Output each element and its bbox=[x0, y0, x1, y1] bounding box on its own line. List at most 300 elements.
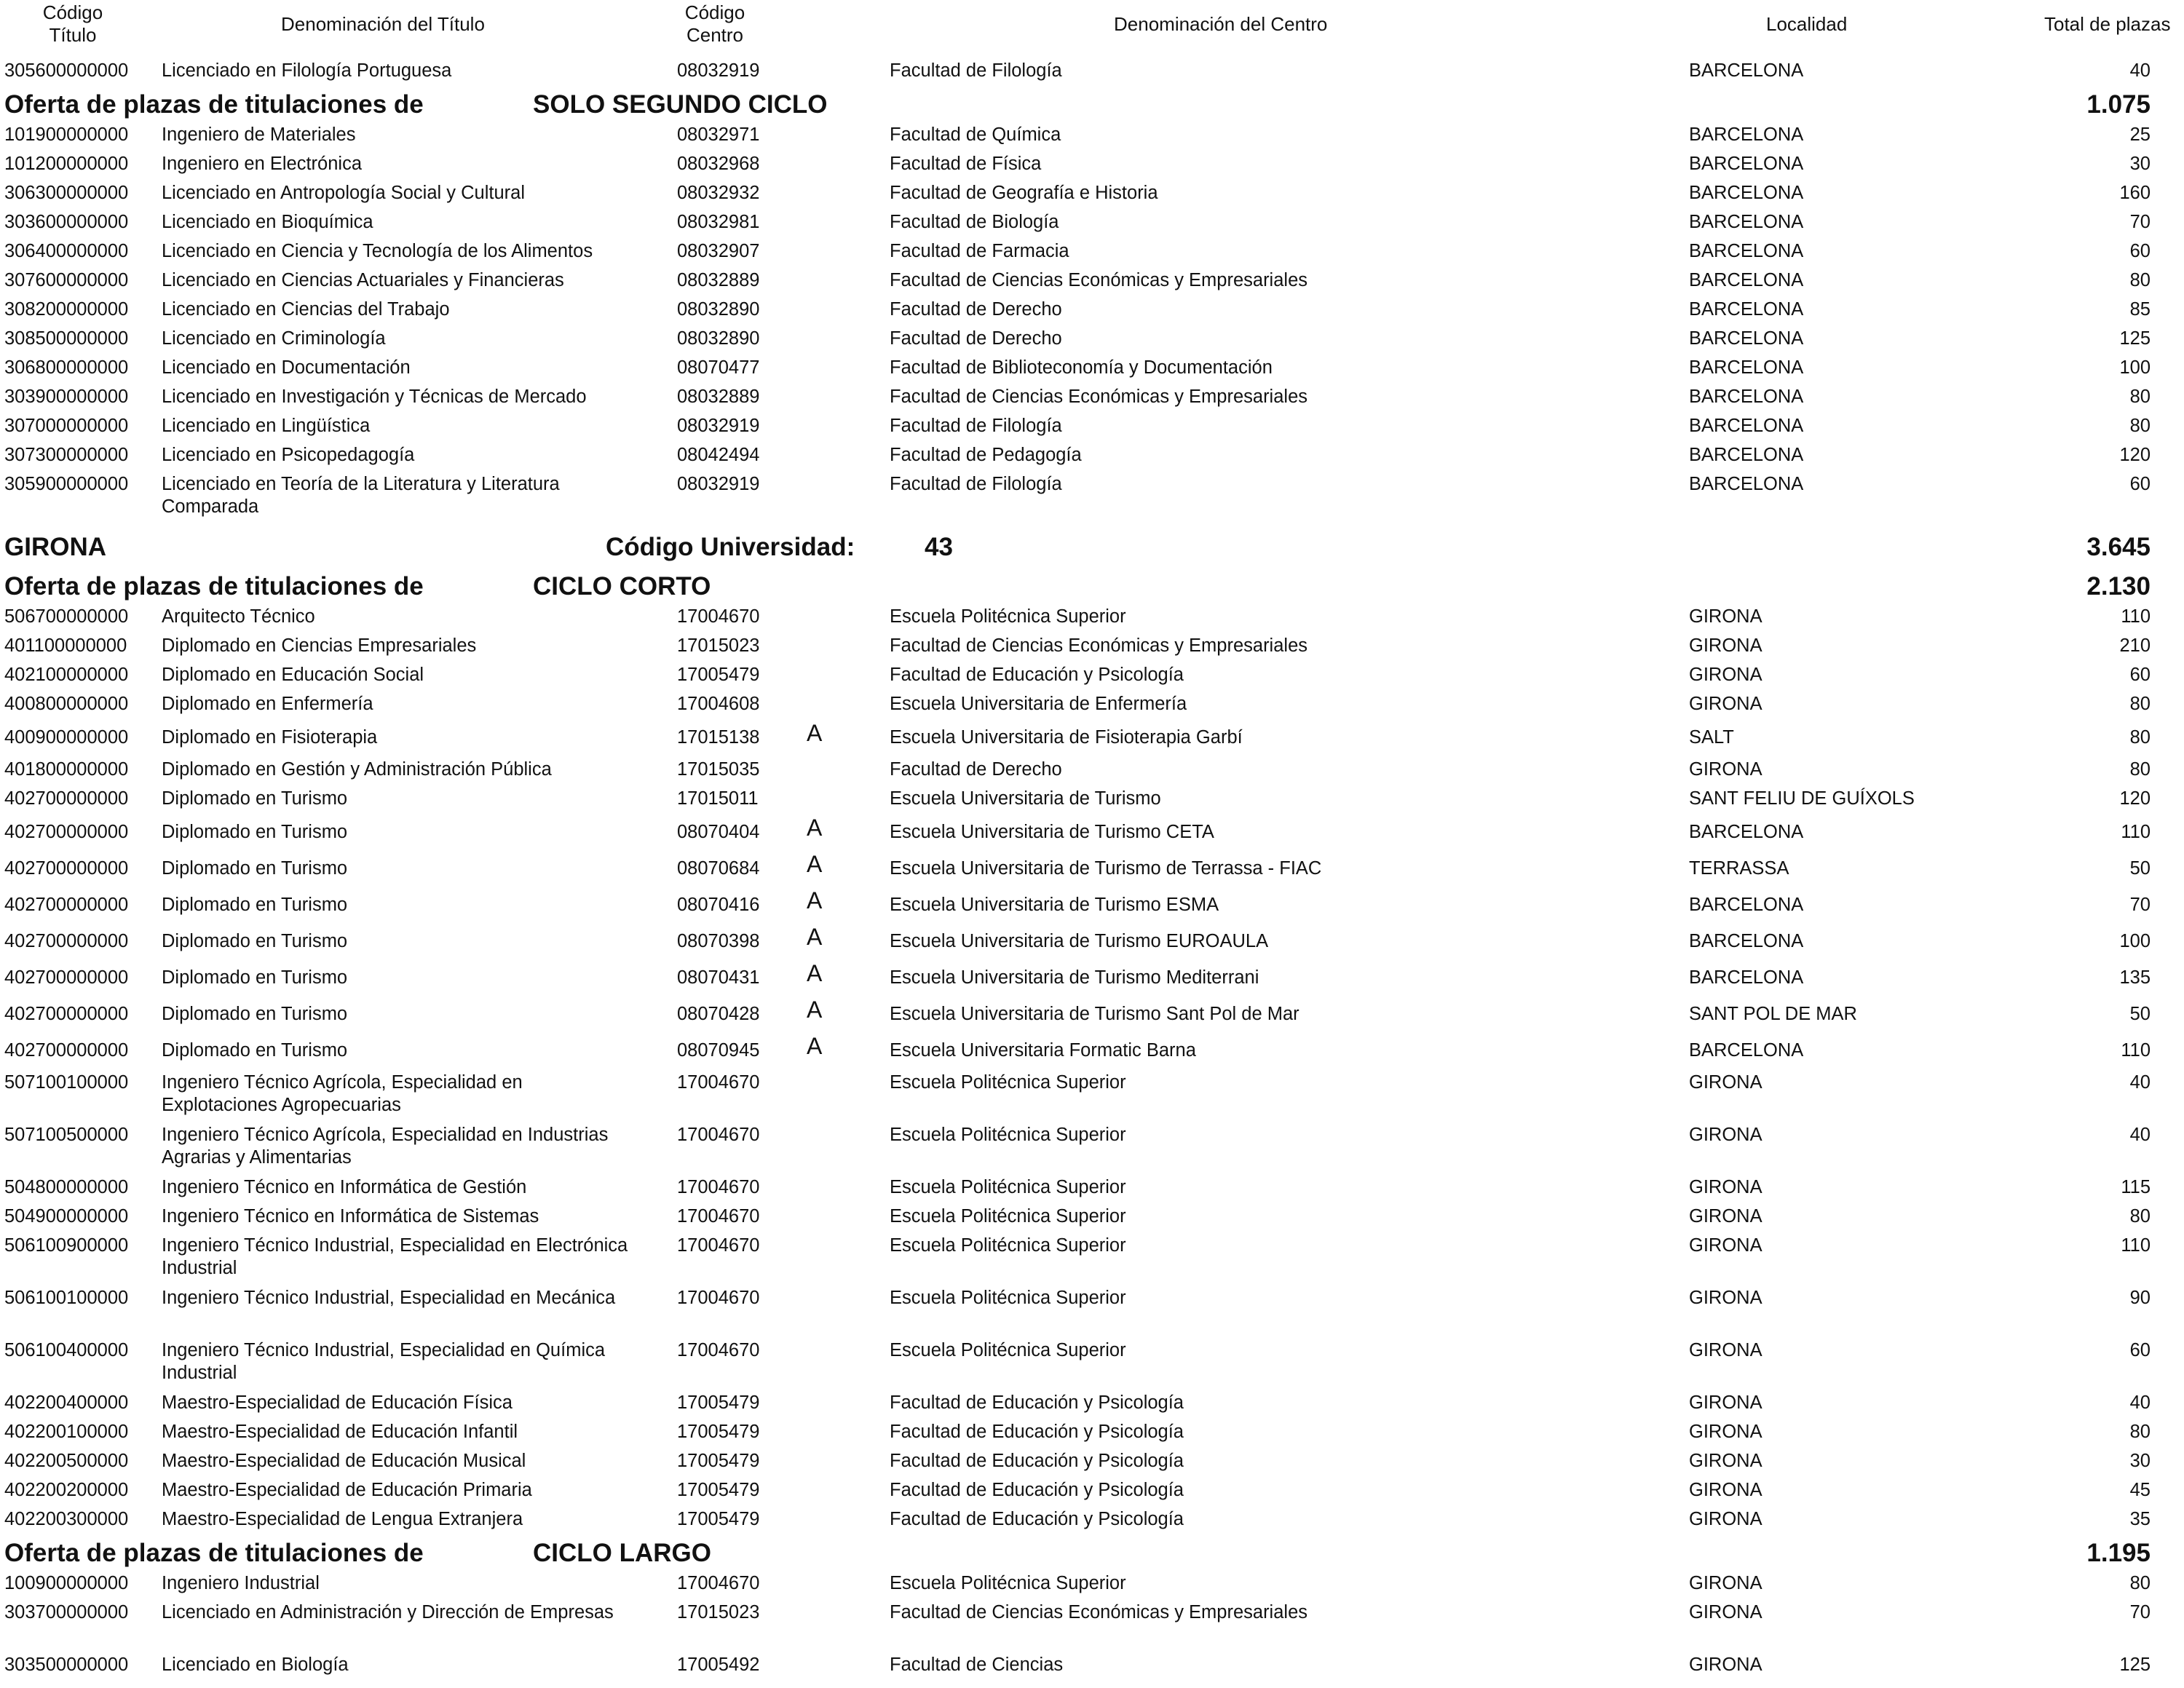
titulo-name: Licenciado en Biología bbox=[162, 1655, 349, 1675]
centro-code: 17005479 bbox=[677, 1509, 760, 1529]
titulo-code: 306400000000 bbox=[4, 241, 129, 261]
section-total: 1.075 bbox=[2086, 90, 2151, 119]
titulo-name: Licenciado en Lingüística bbox=[162, 416, 371, 436]
total-plazas: 80 bbox=[2129, 694, 2151, 714]
total-plazas: 50 bbox=[2129, 858, 2151, 879]
total-plazas: 110 bbox=[2121, 1235, 2151, 1256]
table-row bbox=[0, 57, 2184, 86]
header-total: Total de plazas bbox=[2044, 13, 2171, 35]
centro-code: 17005479 bbox=[677, 1422, 760, 1442]
titulo-name: Ingeniero Técnico Industrial, Especialidad en Química Industrial bbox=[162, 1340, 606, 1383]
titulo-code: 307600000000 bbox=[4, 270, 129, 290]
titulo-name: Maestro-Especialidad de Educación Musical bbox=[162, 1451, 526, 1471]
table-row bbox=[0, 1389, 2184, 1418]
table-row bbox=[0, 814, 2184, 850]
adscrito-flag: A bbox=[807, 851, 823, 877]
titulo-name: Ingeniero Industrial bbox=[162, 1573, 320, 1593]
centro-name: Escuela Universitaria de Fisioterapia Garbí bbox=[890, 727, 1243, 748]
titulo-code: 101200000000 bbox=[4, 154, 129, 174]
table-row bbox=[0, 1284, 2184, 1336]
centro-code: 17005492 bbox=[677, 1655, 760, 1675]
titulo-code: 506100400000 bbox=[4, 1340, 129, 1360]
centro-name: Facultad de Ciencias Económicas y Empresariales bbox=[890, 270, 1307, 290]
titulo-name: Licenciado en Teoría de la Literatura y Literatura Comparada bbox=[162, 474, 560, 517]
titulo-code: 504800000000 bbox=[4, 1177, 129, 1197]
titulo-name: Arquitecto Técnico bbox=[162, 606, 315, 627]
table-row bbox=[0, 296, 2184, 325]
total-plazas: 135 bbox=[2119, 967, 2151, 988]
centro-code: 17004670 bbox=[677, 1288, 760, 1308]
titulo-name: Ingeniero en Electrónica bbox=[162, 154, 363, 174]
centro-name: Escuela Universitaria de Turismo bbox=[890, 788, 1161, 809]
table-row bbox=[0, 887, 2184, 923]
centro-name: Facultad de Derecho bbox=[890, 759, 1062, 780]
centro-code: 08032919 bbox=[677, 416, 760, 436]
localidad: GIRONA bbox=[1689, 1288, 1762, 1308]
centro-code: 17015023 bbox=[677, 635, 760, 656]
centro-name: Facultad de Ciencias Económicas y Empresariales bbox=[890, 635, 1307, 656]
table-row bbox=[0, 1505, 2184, 1534]
total-plazas: 110 bbox=[2121, 606, 2151, 627]
titulo-code: 507100500000 bbox=[4, 1125, 129, 1145]
localidad: GIRONA bbox=[1689, 665, 1762, 685]
table-row bbox=[0, 1069, 2184, 1121]
titulo-code: 402700000000 bbox=[4, 858, 129, 879]
table-row bbox=[0, 785, 2184, 814]
total-plazas: 80 bbox=[2129, 416, 2151, 436]
titulo-name: Diplomado en Turismo bbox=[162, 1004, 348, 1024]
centro-name: Escuela Universitaria de Turismo ESMA bbox=[890, 895, 1219, 915]
titulo-code: 308500000000 bbox=[4, 328, 129, 349]
titulo-name: Maestro-Especialidad de Educación Primaria bbox=[162, 1480, 532, 1500]
titulo-name: Diplomado en Turismo bbox=[162, 967, 348, 988]
titulo-code: 401800000000 bbox=[4, 759, 129, 780]
localidad: GIRONA bbox=[1689, 1340, 1762, 1360]
header-centro-name: Denominación del Centro bbox=[1114, 13, 1328, 35]
titulo-name: Maestro-Especialidad de Lengua Extranjera bbox=[162, 1509, 523, 1529]
centro-name: Facultad de Educación y Psicología bbox=[890, 1392, 1184, 1413]
titulo-name: Licenciado en Investigación y Técnicas de Mercado bbox=[162, 387, 587, 407]
total-plazas: 40 bbox=[2129, 60, 2151, 81]
table-row bbox=[0, 1336, 2184, 1389]
offer-label: Oferta de plazas de titulaciones de bbox=[4, 1539, 424, 1567]
titulo-name: Ingeniero Técnico Industrial, Especialidad en Mecánica bbox=[162, 1288, 616, 1308]
titulo-name: Diplomado en Educación Social bbox=[162, 665, 424, 685]
centro-code: 17015138 bbox=[677, 727, 760, 748]
titulo-name: Licenciado en Bioquímica bbox=[162, 212, 373, 232]
titulo-name: Maestro-Especialidad de Educación Física bbox=[162, 1392, 513, 1413]
titulo-name: Diplomado en Turismo bbox=[162, 1040, 348, 1061]
titulo-code: 401100000000 bbox=[4, 635, 127, 656]
table-row bbox=[0, 690, 2184, 719]
adscrito-flag: A bbox=[807, 815, 823, 841]
total-plazas: 110 bbox=[2121, 822, 2151, 842]
centro-code: 08032968 bbox=[677, 154, 760, 174]
titulo-code: 402700000000 bbox=[4, 788, 129, 809]
total-plazas: 210 bbox=[2119, 635, 2151, 656]
centro-code: 17004670 bbox=[677, 1573, 760, 1593]
titulo-code: 402200300000 bbox=[4, 1509, 129, 1529]
centro-name: Facultad de Derecho bbox=[890, 299, 1062, 320]
titulo-code: 305600000000 bbox=[4, 60, 129, 81]
centro-name: Facultad de Farmacia bbox=[890, 241, 1069, 261]
localidad: BARCELONA bbox=[1689, 967, 1804, 988]
titulo-code: 402700000000 bbox=[4, 1040, 129, 1061]
centro-name: Facultad de Educación y Psicología bbox=[890, 1451, 1184, 1471]
localidad: SANT POL DE MAR bbox=[1689, 1004, 1857, 1024]
table-row bbox=[0, 412, 2184, 441]
offer-section-heading bbox=[0, 86, 2184, 121]
total-plazas: 30 bbox=[2129, 1451, 2151, 1471]
centro-code: 08032919 bbox=[677, 474, 760, 494]
localidad: GIRONA bbox=[1689, 1422, 1762, 1442]
localidad: BARCELONA bbox=[1689, 357, 1804, 378]
titulo-name: Licenciado en Criminología bbox=[162, 328, 386, 349]
localidad: BARCELONA bbox=[1689, 212, 1804, 232]
total-plazas: 30 bbox=[2129, 154, 2151, 174]
adscrito-flag: A bbox=[807, 960, 823, 986]
centro-code: 08032971 bbox=[677, 124, 760, 145]
table-row bbox=[0, 121, 2184, 150]
localidad: GIRONA bbox=[1689, 1177, 1762, 1197]
localidad: GIRONA bbox=[1689, 1451, 1762, 1471]
localidad: GIRONA bbox=[1689, 694, 1762, 714]
centro-code: 17004670 bbox=[677, 1072, 760, 1093]
titulo-code: 507100100000 bbox=[4, 1072, 129, 1093]
table-row bbox=[0, 923, 2184, 959]
cycle-type: CICLO CORTO bbox=[533, 572, 711, 601]
offer-label: Oferta de plazas de titulaciones de bbox=[4, 90, 424, 119]
centro-name: Facultad de Derecho bbox=[890, 328, 1062, 349]
centro-code: 08070398 bbox=[677, 931, 760, 951]
centro-code: 08070431 bbox=[677, 967, 760, 988]
centro-code: 17004670 bbox=[677, 606, 760, 627]
centro-name: Escuela Universitaria de Turismo Mediterrani bbox=[890, 967, 1259, 988]
titulo-name: Ingeniero Técnico Industrial, Especialidad en Electrónica Industrial bbox=[162, 1235, 628, 1278]
titulo-name: Diplomado en Turismo bbox=[162, 858, 348, 879]
university-heading bbox=[0, 523, 2184, 568]
centro-code: 08032889 bbox=[677, 270, 760, 290]
localidad: GIRONA bbox=[1689, 1573, 1762, 1593]
total-plazas: 100 bbox=[2119, 357, 2151, 378]
titulo-name: Ingeniero Técnico Agrícola, Especialidad en Explotaciones Agropecuarias bbox=[162, 1072, 523, 1115]
titulo-code: 305900000000 bbox=[4, 474, 129, 494]
table-row bbox=[0, 325, 2184, 354]
localidad: BARCELONA bbox=[1689, 154, 1804, 174]
titulo-name: Ingeniero Técnico en Informática de Gestión bbox=[162, 1177, 527, 1197]
titulo-code: 402700000000 bbox=[4, 931, 129, 951]
adscrito-flag: A bbox=[807, 720, 823, 746]
centro-code: 17004670 bbox=[677, 1340, 760, 1360]
centro-name: Escuela Universitaria de Turismo CETA bbox=[890, 822, 1214, 842]
table-row bbox=[0, 441, 2184, 470]
titulo-name: Diplomado en Enfermería bbox=[162, 694, 373, 714]
total-plazas: 115 bbox=[2121, 1177, 2151, 1197]
titulo-name: Licenciado en Filología Portuguesa bbox=[162, 60, 452, 81]
total-plazas: 40 bbox=[2129, 1072, 2151, 1093]
titulo-code: 402700000000 bbox=[4, 895, 129, 915]
total-plazas: 100 bbox=[2119, 931, 2151, 951]
table-row bbox=[0, 470, 2184, 523]
titulo-code: 504900000000 bbox=[4, 1206, 129, 1227]
centro-name: Escuela Universitaria de Turismo de Terrassa - FIAC bbox=[890, 858, 1322, 879]
titulo-code: 306800000000 bbox=[4, 357, 129, 378]
centro-code: 08032932 bbox=[677, 183, 760, 203]
table-row bbox=[0, 1121, 2184, 1173]
localidad: GIRONA bbox=[1689, 1125, 1762, 1145]
centro-code: 08032907 bbox=[677, 241, 760, 261]
titulo-code: 303700000000 bbox=[4, 1602, 129, 1622]
cycle-type: SOLO SEGUNDO CICLO bbox=[533, 90, 828, 119]
centro-name: Facultad de Educación y Psicología bbox=[890, 1480, 1184, 1500]
centro-name: Escuela Politécnica Superior bbox=[890, 606, 1126, 627]
titulo-name: Licenciado en Documentación bbox=[162, 357, 411, 378]
localidad: BARCELONA bbox=[1689, 1040, 1804, 1061]
centro-name: Escuela Politécnica Superior bbox=[890, 1177, 1126, 1197]
titulo-name: Licenciado en Antropología Social y Cultural bbox=[162, 183, 525, 203]
titulo-code: 306300000000 bbox=[4, 183, 129, 203]
total-plazas: 85 bbox=[2129, 299, 2151, 320]
university-code-label: Código Universidad: bbox=[606, 533, 855, 561]
centro-name: Escuela Politécnica Superior bbox=[890, 1288, 1126, 1308]
total-plazas: 70 bbox=[2129, 212, 2151, 232]
total-plazas: 80 bbox=[2129, 759, 2151, 780]
localidad: BARCELONA bbox=[1689, 387, 1804, 407]
titulo-name: Licenciado en Ciencias Actuariales y Financieras bbox=[162, 270, 564, 290]
total-plazas: 80 bbox=[2129, 387, 2151, 407]
total-plazas: 160 bbox=[2119, 183, 2151, 203]
centro-code: 08032889 bbox=[677, 387, 760, 407]
total-plazas: 110 bbox=[2121, 1040, 2151, 1061]
total-plazas: 120 bbox=[2119, 788, 2151, 809]
table-row bbox=[0, 632, 2184, 661]
table-row bbox=[0, 354, 2184, 383]
total-plazas: 35 bbox=[2129, 1509, 2151, 1529]
centro-code: 17005479 bbox=[677, 1451, 760, 1471]
centro-name: Facultad de Filología bbox=[890, 60, 1062, 81]
centro-code: 08070945 bbox=[677, 1040, 760, 1061]
table-row bbox=[0, 1651, 2184, 1680]
centro-name: Escuela Universitaria de Turismo Sant Pol de Mar bbox=[890, 1004, 1299, 1024]
centro-code: 17015011 bbox=[677, 788, 759, 809]
table-row bbox=[0, 383, 2184, 412]
titulo-name: Diplomado en Turismo bbox=[162, 788, 348, 809]
total-plazas: 80 bbox=[2129, 1573, 2151, 1593]
centro-code: 08070404 bbox=[677, 822, 760, 842]
titulo-code: 402100000000 bbox=[4, 665, 129, 685]
centro-code: 17004608 bbox=[677, 694, 760, 714]
localidad: GIRONA bbox=[1689, 1206, 1762, 1227]
localidad: BARCELONA bbox=[1689, 60, 1804, 81]
titulo-code: 303600000000 bbox=[4, 212, 129, 232]
localidad: SANT FELIU DE GUÍXOLS bbox=[1689, 788, 1915, 809]
titulo-name: Licenciado en Ciencia y Tecnología de los Alimentos bbox=[162, 241, 593, 261]
header-localidad: Localidad bbox=[1766, 13, 1848, 35]
centro-name: Escuela Politécnica Superior bbox=[890, 1235, 1126, 1256]
localidad: SALT bbox=[1689, 727, 1734, 748]
adscrito-flag: A bbox=[807, 924, 823, 950]
centro-name: Escuela Universitaria de Turismo EUROAULA bbox=[890, 931, 1269, 951]
centro-name: Facultad de Biología bbox=[890, 212, 1059, 232]
total-plazas: 70 bbox=[2129, 895, 2151, 915]
localidad: GIRONA bbox=[1689, 1480, 1762, 1500]
university-code: 43 bbox=[925, 533, 953, 561]
centro-name: Facultad de Filología bbox=[890, 474, 1062, 494]
table-row bbox=[0, 208, 2184, 237]
header-titulo-code: Código Título bbox=[42, 1, 103, 46]
titulo-code: 402700000000 bbox=[4, 967, 129, 988]
table-row bbox=[0, 1032, 2184, 1069]
localidad: BARCELONA bbox=[1689, 270, 1804, 290]
table-row bbox=[0, 959, 2184, 996]
titulo-code: 400800000000 bbox=[4, 694, 129, 714]
titulo-code: 402700000000 bbox=[4, 822, 129, 842]
centro-name: Escuela Politécnica Superior bbox=[890, 1125, 1126, 1145]
localidad: BARCELONA bbox=[1689, 822, 1804, 842]
titulo-code: 303500000000 bbox=[4, 1655, 129, 1675]
localidad: BARCELONA bbox=[1689, 445, 1804, 465]
titulo-code: 402700000000 bbox=[4, 1004, 129, 1024]
localidad: BARCELONA bbox=[1689, 474, 1804, 494]
table-row bbox=[0, 266, 2184, 296]
total-plazas: 40 bbox=[2129, 1392, 2151, 1413]
total-plazas: 120 bbox=[2119, 445, 2151, 465]
localidad: BARCELONA bbox=[1689, 299, 1804, 320]
centro-code: 08032981 bbox=[677, 212, 760, 232]
centro-name: Escuela Politécnica Superior bbox=[890, 1573, 1126, 1593]
titulo-code: 101900000000 bbox=[4, 124, 129, 145]
table-row bbox=[0, 719, 2184, 756]
localidad: BARCELONA bbox=[1689, 931, 1804, 951]
total-plazas: 80 bbox=[2129, 727, 2151, 748]
titulo-name: Diplomado en Ciencias Empresariales bbox=[162, 635, 477, 656]
titulo-code: 506100100000 bbox=[4, 1288, 129, 1308]
table-row bbox=[0, 1232, 2184, 1284]
total-plazas: 60 bbox=[2129, 1340, 2151, 1360]
centro-code: 17004670 bbox=[677, 1125, 760, 1145]
centro-name: Facultad de Ciencias Económicas y Empresariales bbox=[890, 387, 1307, 407]
centro-name: Facultad de Educación y Psicología bbox=[890, 1422, 1184, 1442]
table-row bbox=[0, 1202, 2184, 1232]
localidad: GIRONA bbox=[1689, 1072, 1762, 1093]
localidad: GIRONA bbox=[1689, 1509, 1762, 1529]
titulo-name: Diplomado en Turismo bbox=[162, 931, 348, 951]
titulo-code: 100900000000 bbox=[4, 1573, 129, 1593]
total-plazas: 125 bbox=[2119, 1655, 2151, 1675]
localidad: BARCELONA bbox=[1689, 183, 1804, 203]
centro-code: 08070477 bbox=[677, 357, 760, 378]
centro-name: Facultad de Geografía e Historia bbox=[890, 183, 1158, 203]
centro-name: Facultad de Pedagogía bbox=[890, 445, 1082, 465]
centro-name: Facultad de Ciencias Económicas y Empresariales bbox=[890, 1602, 1307, 1622]
titulo-code: 307300000000 bbox=[4, 445, 129, 465]
centro-name: Escuela Universitaria de Enfermería bbox=[890, 694, 1187, 714]
table-row bbox=[0, 603, 2184, 632]
titulo-name: Diplomado en Gestión y Administración Pública bbox=[162, 759, 552, 780]
centro-name: Facultad de Educación y Psicología bbox=[890, 665, 1184, 685]
localidad: BARCELONA bbox=[1689, 328, 1804, 349]
titulo-code: 506100900000 bbox=[4, 1235, 129, 1256]
total-plazas: 70 bbox=[2129, 1602, 2151, 1622]
localidad: TERRASSA bbox=[1689, 858, 1789, 879]
titulo-code: 308200000000 bbox=[4, 299, 129, 320]
titulo-name: Ingeniero Técnico Agrícola, Especialidad en Industrias Agrarias y Alimentarias bbox=[162, 1125, 609, 1168]
table-row bbox=[0, 661, 2184, 690]
total-plazas: 50 bbox=[2129, 1004, 2151, 1024]
total-plazas: 40 bbox=[2129, 1125, 2151, 1145]
centro-code: 08032919 bbox=[677, 60, 760, 81]
centro-code: 08070684 bbox=[677, 858, 760, 879]
centro-name: Escuela Politécnica Superior bbox=[890, 1072, 1126, 1093]
centro-code: 08070416 bbox=[677, 895, 760, 915]
centro-code: 08070428 bbox=[677, 1004, 760, 1024]
localidad: BARCELONA bbox=[1689, 241, 1804, 261]
centro-code: 17015023 bbox=[677, 1602, 760, 1622]
localidad: GIRONA bbox=[1689, 1655, 1762, 1675]
offer-table bbox=[0, 57, 2184, 1680]
table-row bbox=[0, 756, 2184, 785]
total-plazas: 25 bbox=[2129, 124, 2151, 145]
centro-name: Facultad de Química bbox=[890, 124, 1061, 145]
titulo-name: Ingeniero de Materiales bbox=[162, 124, 356, 145]
centro-name: Escuela Politécnica Superior bbox=[890, 1206, 1126, 1227]
localidad: GIRONA bbox=[1689, 1392, 1762, 1413]
localidad: GIRONA bbox=[1689, 1602, 1762, 1622]
section-total: 2.130 bbox=[2086, 572, 2151, 601]
centro-name: Facultad de Física bbox=[890, 154, 1042, 174]
university-name: GIRONA bbox=[4, 533, 106, 561]
centro-code: 17015035 bbox=[677, 759, 760, 780]
centro-name: Escuela Universitaria Formatic Barna bbox=[890, 1040, 1196, 1061]
table-row bbox=[0, 850, 2184, 887]
total-plazas: 80 bbox=[2129, 270, 2151, 290]
titulo-name: Diplomado en Turismo bbox=[162, 895, 348, 915]
localidad: BARCELONA bbox=[1689, 124, 1804, 145]
header-titulo-name: Denominación del Título bbox=[281, 13, 485, 35]
total-plazas: 60 bbox=[2129, 474, 2151, 494]
total-plazas: 45 bbox=[2129, 1480, 2151, 1500]
section-total: 1.195 bbox=[2086, 1539, 2151, 1567]
titulo-name: Maestro-Especialidad de Educación Infantil bbox=[162, 1422, 518, 1442]
localidad: GIRONA bbox=[1689, 1235, 1762, 1256]
table-row bbox=[0, 1447, 2184, 1476]
table-row bbox=[0, 1173, 2184, 1202]
centro-code: 17004670 bbox=[677, 1235, 760, 1256]
titulo-code: 402200200000 bbox=[4, 1480, 129, 1500]
titulo-name: Licenciado en Ciencias del Trabajo bbox=[162, 299, 450, 320]
centro-name: Escuela Politécnica Superior bbox=[890, 1340, 1126, 1360]
titulo-name: Diplomado en Fisioterapia bbox=[162, 727, 378, 748]
centro-name: Facultad de Filología bbox=[890, 416, 1062, 436]
total-plazas: 125 bbox=[2119, 328, 2151, 349]
centro-name: Facultad de Educación y Psicología bbox=[890, 1509, 1184, 1529]
titulo-name: Licenciado en Psicopedagogía bbox=[162, 445, 415, 465]
localidad: GIRONA bbox=[1689, 759, 1762, 780]
centro-name: Facultad de Ciencias bbox=[890, 1655, 1064, 1675]
header-centro-code: Código Centro bbox=[684, 1, 745, 46]
centro-code: 08032890 bbox=[677, 299, 760, 320]
offer-label: Oferta de plazas de titulaciones de bbox=[4, 572, 424, 601]
total-plazas: 60 bbox=[2129, 241, 2151, 261]
table-row bbox=[0, 179, 2184, 208]
titulo-name: Ingeniero Técnico en Informática de Sistemas bbox=[162, 1206, 539, 1227]
total-plazas: 60 bbox=[2129, 665, 2151, 685]
titulo-code: 402200100000 bbox=[4, 1422, 129, 1442]
titulo-name: Diplomado en Turismo bbox=[162, 822, 348, 842]
centro-code: 08032890 bbox=[677, 328, 760, 349]
table-row bbox=[0, 1598, 2184, 1651]
total-plazas: 80 bbox=[2129, 1206, 2151, 1227]
